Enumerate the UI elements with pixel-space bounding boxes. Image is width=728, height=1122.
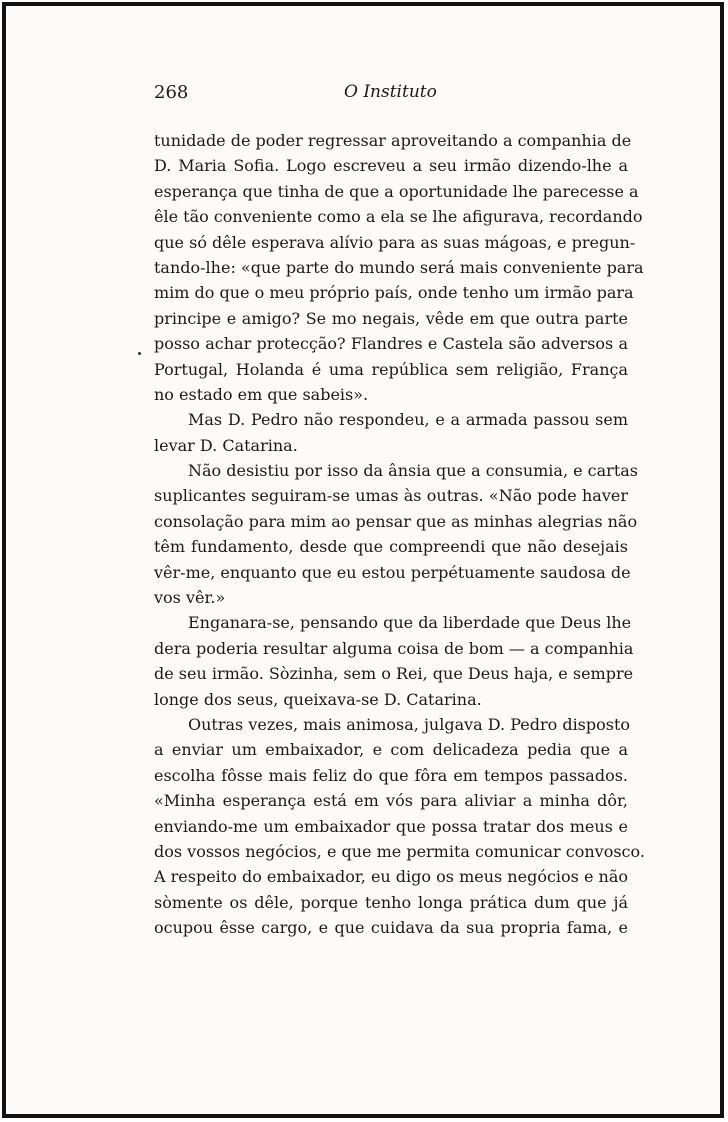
text-line: vos vêr.» xyxy=(154,588,226,608)
text-line: de seu irmão. Sòzinha, sem o Rei, que Deus haja, e sempre xyxy=(154,664,634,684)
text-line: a enviar um embaixador, e com delicadeza pedia que a xyxy=(154,740,628,760)
text-line: que só dêle esperava alívio para as suas mágoas, e pregun- xyxy=(154,232,636,252)
running-title: O Instituto xyxy=(344,82,437,102)
text-line: Mas D. Pedro não respondeu, e a armada passou sem xyxy=(188,410,628,430)
text-line: «Minha esperança está em vós para aliviar a minha dôr, xyxy=(154,791,628,811)
text-line: A respeito do embaixador, eu digo os meus negócios e não xyxy=(154,867,628,887)
text-line: têm fundamento, desde que compreendi que não desejais xyxy=(154,537,628,557)
text-line: principe e amigo? Se mo negais, vêde em que outra parte xyxy=(154,308,628,328)
text-line: Outras vezes, mais animosa, julgava D. Pedro disposto xyxy=(188,714,631,734)
text-line: posso achar protecção? Flandres e Castela são adversos a xyxy=(154,334,628,354)
text-line: escolha fôsse mais feliz do que fôra em tempos passados. xyxy=(154,765,628,785)
text-line: ocupou êsse cargo, e que cuidava da sua propria fama, e xyxy=(154,918,628,938)
text-line: enviando-me um embaixador que possa tratar dos meus e xyxy=(154,816,628,836)
text-line: Enganara-se, pensando que da liberdade que Deus lhe xyxy=(188,613,632,633)
ink-speck xyxy=(138,352,141,355)
body-text xyxy=(154,128,645,941)
text-line: D. Maria Sofia. Logo escreveu a seu irmão dizendo-lhe a xyxy=(154,156,628,176)
text-line: longe dos seus, queixava-se D. Catarina. xyxy=(154,689,482,709)
text-line: êle tão conveniente como a ela se lhe afigurava, recordando xyxy=(154,207,643,227)
text-line: tunidade de poder regressar aproveitando a companhia de xyxy=(154,131,632,150)
text-line: Portugal, Holanda é uma república sem religião, França xyxy=(154,359,628,379)
text-line: suplicantes seguiram-se umas às outras. «Não pode haver xyxy=(154,486,628,506)
page-header xyxy=(154,82,628,110)
text-line: esperança que tinha de que a oportunidade lhe parecesse a xyxy=(154,181,639,201)
text-line: dera poderia resultar alguma coisa de bom — a companhia xyxy=(154,638,634,658)
text-line: no estado em que sabeis». xyxy=(154,384,369,404)
text-line: vêr-me, enquanto que eu estou perpétuamente saudosa de xyxy=(154,562,631,582)
text-line: levar D. Catarina. xyxy=(154,435,298,455)
text-line: consolação para mim ao pensar que as minhas alegrias não xyxy=(154,511,638,531)
page-number: 268 xyxy=(154,82,189,103)
text-line: sòmente os dêle, porque tenho longa prática dum que já xyxy=(154,892,628,912)
text-line: Não desistiu por isso da ânsia que a consumia, e cartas xyxy=(188,461,638,481)
text-line: dos vossos negócios, e que me permita comunicar convosco. xyxy=(154,841,645,861)
text-line: tando-lhe: «que parte do mundo será mais conveniente para xyxy=(154,257,644,277)
text-line: mim do que o meu próprio país, onde tenho um irmão para xyxy=(154,283,634,303)
